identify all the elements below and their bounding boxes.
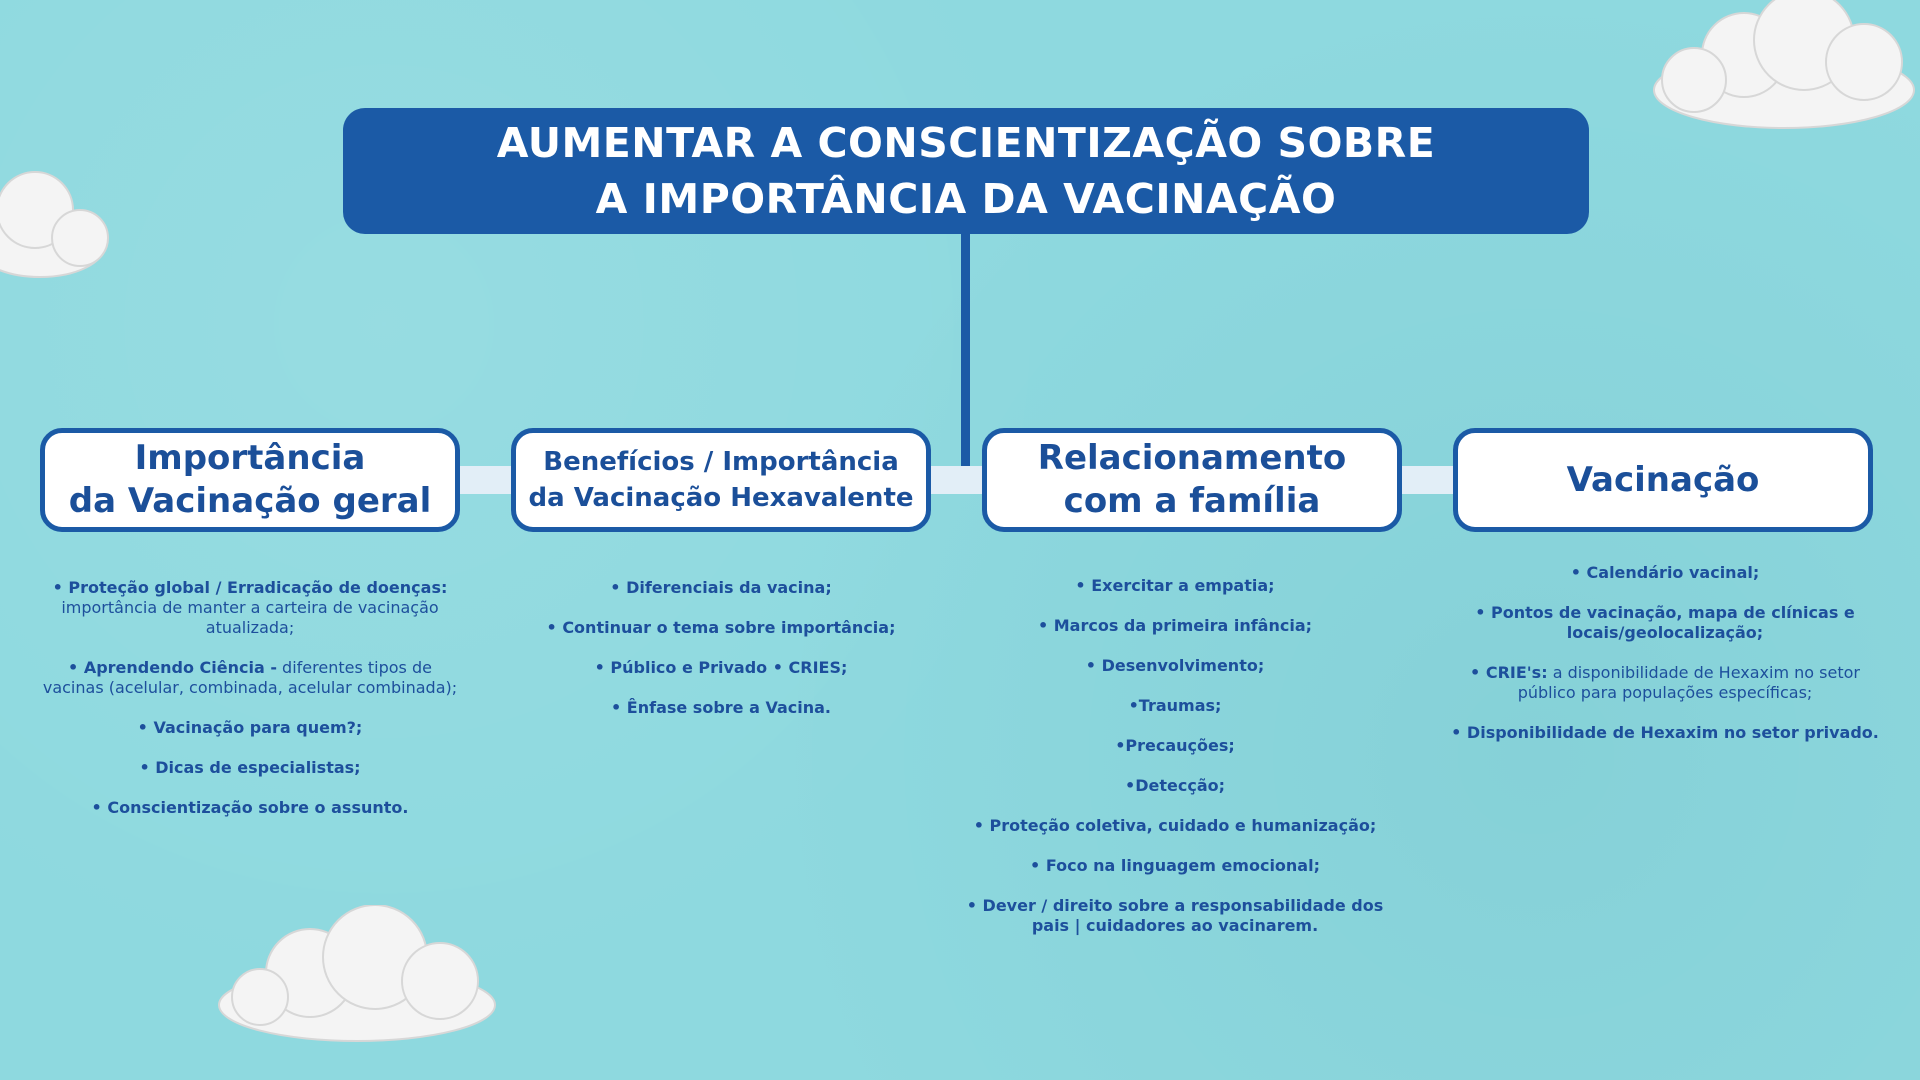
list-item: [40, 758, 460, 778]
list-item-text: importância de manter a carteira de vacinação atualizada;: [61, 598, 439, 637]
list-item: [960, 696, 1390, 716]
branch-list-vacinacao: [1440, 563, 1890, 763]
branch-heading-line: Vacinação: [1566, 459, 1760, 500]
list-item-bold: • Pontos de vacinação, mapa de clínicas e locais/geolocalização;: [1475, 603, 1855, 642]
list-item-bold: • Foco na linguagem emocional;: [1030, 856, 1320, 875]
branch-box-relacionamento: [982, 428, 1402, 532]
list-item: [960, 776, 1390, 796]
list-item-bold: • Disponibilidade de Hexaxim no setor privado.: [1451, 723, 1879, 742]
list-item: [960, 616, 1390, 636]
branch-connector: [1400, 466, 1460, 494]
list-item-bold: • Aprendendo Ciência -: [68, 658, 277, 677]
list-item-bold: •Detecção;: [1124, 776, 1225, 795]
list-item-bold: • Ênfase sobre a Vacina.: [610, 698, 831, 717]
list-item: [40, 798, 460, 818]
cloud-icon: [215, 905, 500, 1045]
list-item: [40, 578, 460, 638]
branch-connector: [930, 466, 990, 494]
list-item: [960, 896, 1390, 936]
branch-heading-line: Relacionamento: [1037, 438, 1347, 478]
branch-list-relacionamento: [960, 576, 1390, 956]
list-item: [960, 816, 1390, 836]
list-item-bold: •Precauções;: [1115, 736, 1235, 755]
cloud-icon: [0, 160, 110, 285]
branch-box-beneficios: [511, 428, 931, 532]
list-item-bold: • Público e Privado • CRIES;: [594, 658, 848, 677]
list-item-text: diferentes tipos de vacinas (acelular, combinada, acelular combinada);: [42, 658, 458, 697]
title-connector-stem: [961, 234, 970, 466]
branch-list-beneficios: [511, 578, 931, 738]
list-item: [511, 658, 931, 678]
list-item: [1440, 723, 1890, 743]
list-item-bold: • Proteção global / Erradicação de doenças:: [52, 578, 448, 597]
branch-heading-line: Importância: [134, 438, 366, 478]
branch-heading-line: Benefícios / Importância: [543, 447, 899, 477]
main-title-line-2: A IMPORTÂNCIA DA VACINAÇÃO: [595, 175, 1337, 223]
list-item-bold: • Exercitar a empatia;: [1075, 576, 1275, 595]
list-item-bold: • Dicas de especialistas;: [139, 758, 361, 777]
list-item: [40, 658, 460, 698]
list-item-bold: • CRIE's:: [1470, 663, 1548, 682]
list-item-bold: • Marcos da primeira infância;: [1037, 616, 1313, 635]
list-item: [960, 576, 1390, 596]
list-item: [960, 856, 1390, 876]
cloud-icon: [1634, 0, 1920, 130]
list-item-text: a disponibilidade de Hexaxim no setor público para populações específicas;: [1517, 663, 1860, 702]
branch-heading-line: da Vacinação Hexavalente: [528, 483, 914, 513]
branch-box-importancia: [40, 428, 460, 532]
branch-box-vacinacao: [1453, 428, 1873, 532]
list-item-bold: • Desenvolvimento;: [1085, 656, 1265, 675]
branch-heading-line: da Vacinação geral: [68, 481, 432, 521]
list-item: [40, 718, 460, 738]
list-item-bold: • Conscientização sobre o assunto.: [91, 798, 409, 817]
list-item: [511, 618, 931, 638]
list-item: [960, 656, 1390, 676]
list-item-bold: • Continuar o tema sobre importância;: [546, 618, 896, 637]
list-item: [511, 698, 931, 718]
list-item-bold: • Vacinação para quem?;: [137, 718, 363, 737]
list-item: [1440, 563, 1890, 583]
list-item-bold: • Diferenciais da vacina;: [610, 578, 832, 597]
list-item-bold: • Proteção coletiva, cuidado e humanização;: [973, 816, 1377, 835]
list-item-bold: • Calendário vacinal;: [1570, 563, 1760, 582]
list-item: [960, 736, 1390, 756]
list-item: [511, 578, 931, 598]
list-item: [1440, 603, 1890, 643]
list-item-bold: • Dever / direito sobre a responsabilidade dos pais | cuidadores ao vacinarem.: [966, 896, 1384, 935]
main-title-line-1: AUMENTAR A CONSCIENTIZAÇÃO SOBRE: [496, 119, 1436, 167]
main-title-box: [343, 108, 1589, 234]
branch-heading-line: com a família: [1063, 481, 1321, 521]
list-item-bold: •Traumas;: [1128, 696, 1222, 715]
branch-list-importancia: [40, 578, 460, 838]
list-item: [1440, 663, 1890, 703]
